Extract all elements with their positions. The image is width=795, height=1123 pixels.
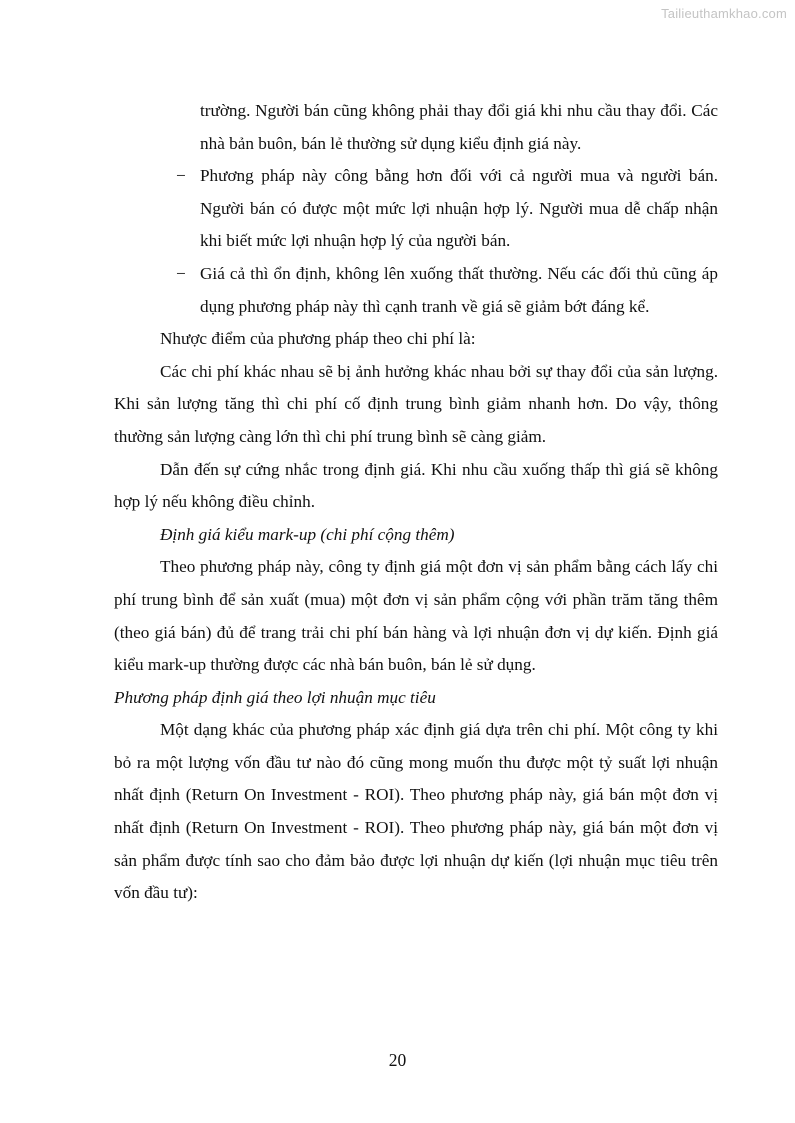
page-body [114,95,718,910]
bullet-text: Giá cả thì ổn định, không lên xuống thất thường. Nếu các đối thủ cũng áp dụng phương pháp này thì cạnh tranh về giá sẽ giảm bớt đáng kể. [200,263,718,316]
section-heading-markup: Định giá kiểu mark-up (chi phí cộng thêm) [160,524,455,544]
paragraph: Một dạng khác của phương pháp xác định giá dựa trên chi phí. Một công ty khi bỏ ra một lượng vốn đầu tư nào đó cũng mong muốn thu được một tỷ suất lợi nhuận nhất định (Return On Investment - ROI). Theo phương pháp này, giá bán một đơn vị nhất định (Return On Investment - ROI). Theo phương pháp này, giá bán một đơn vị sản phẩm được tính sao cho đảm bảo được lợi nhuận dự kiến (lợi nhuận mục tiêu trên vốn đầu tư): [114,720,718,903]
bullet-item [114,258,718,323]
paragraph: Theo phương pháp này, công ty định giá một đơn vị sản phẩm bằng cách lấy chi phí trung bình để sản xuất (mua) một đơn vị sản phẩm cộng với phần trăm tăng thêm (theo giá bán) đủ để trang trải chi phí bán hàng và lợi nhuận đơn vị dự kiến. Định giá kiểu mark-up thường được các nhà bán buôn, bán lẻ sử dụng. [114,557,718,675]
dash-bullet-marker: − [176,263,186,283]
bullet-text: Phương pháp này công bằng hơn đối với cả người mua và người bán. Người bán có được một mức lợi nhuận hợp lý. Người mua dễ chấp nhận khi biết mức lợi nhuận hợp lý của người bán. [200,166,718,251]
paragraph: Các chi phí khác nhau sẽ bị ảnh hưởng khác nhau bởi sự thay đổi của sản lượng. Khi sản lượng tăng thì chi phí cố định trung bình giảm nhanh hơn. Do vậy, thông thường sản lượng càng lớn thì chi phí trung bình sẽ càng giảm. [114,361,718,446]
bullet-item [114,160,718,258]
disadvantage-intro: Nhược điểm của phương pháp theo chi phí là: [160,329,476,349]
dash-bullet-marker: − [176,166,186,186]
page-number: 20 [388,1050,407,1070]
section-heading-target-profit: Phương pháp định giá theo lợi nhuận mục tiêu [114,687,436,707]
continuation-paragraph: trường. Người bán cũng không phải thay đổi giá khi nhu cầu thay đổi. Các nhà bản buôn, bán lẻ thường sử dụng kiểu định giá này. [200,101,718,153]
paragraph: Dẫn đến sự cứng nhắc trong định giá. Khi nhu cầu xuống thấp thì giá sẽ không hợp lý nếu không điều chỉnh. [114,459,718,512]
watermark: Tailieuthamkhao.com [661,6,787,21]
